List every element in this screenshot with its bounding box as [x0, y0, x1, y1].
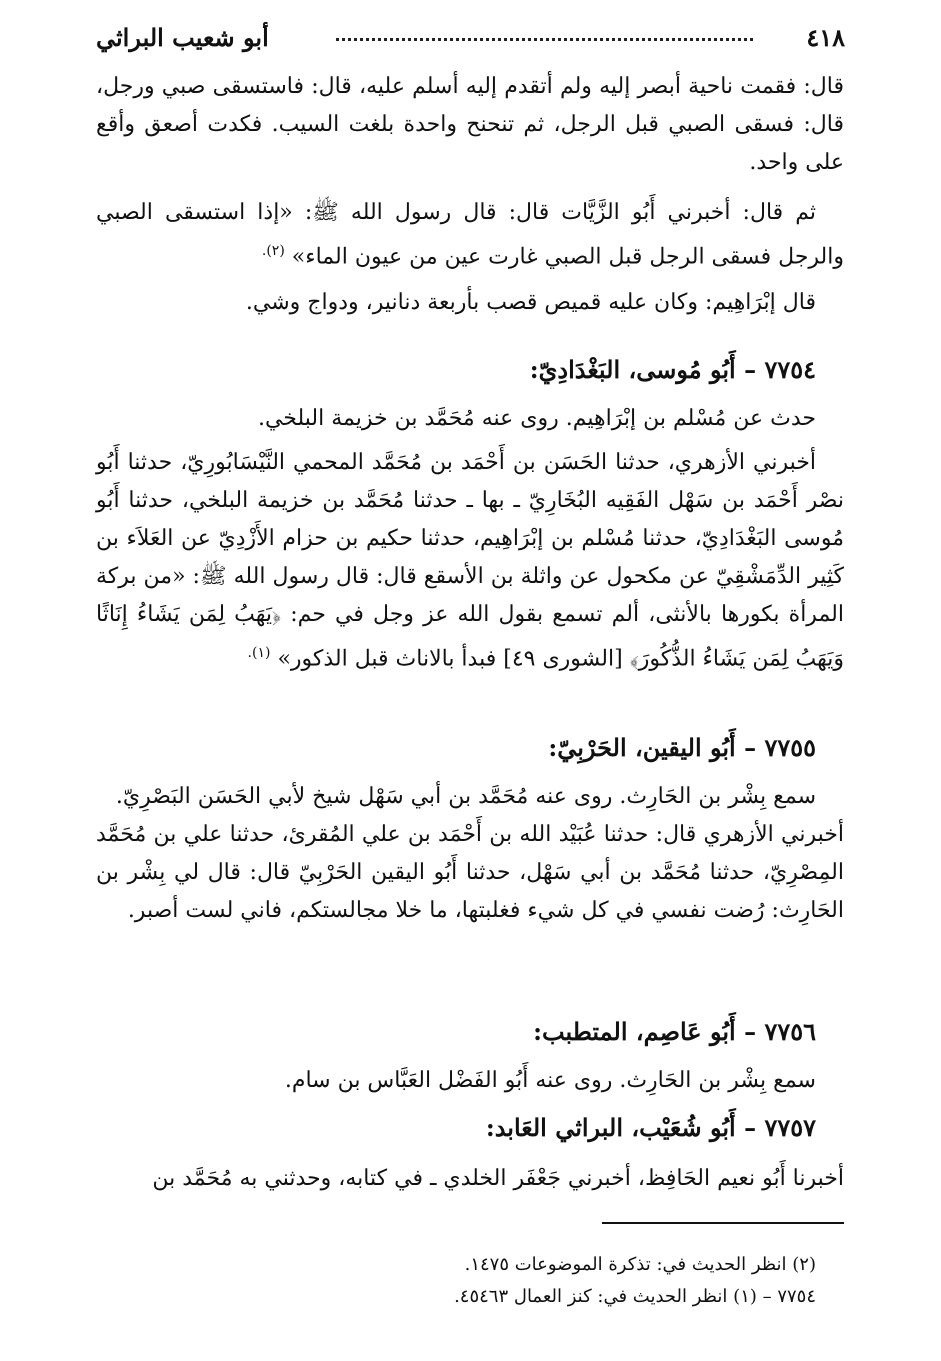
- entry-text: أخبرنا أَبُو نعيم الحَافِظ، أخبرني جَعْفَر الخلدي ـ في كتابه، وحدثني به مُحَمَّد بن: [152, 1166, 844, 1191]
- running-title: أبو شعيب البراثي: [96, 23, 269, 52]
- footnote: ٧٧٥٤ – (١) انظر الحديث في: كنز العمال ٤٥٤٦٣.: [454, 1286, 816, 1307]
- page-number: ٤١٨: [806, 23, 845, 52]
- paragraph: قال إبْرَاهِيم: وكان عليه قميص قصب بأربعة دنانير، ودواج وشي.: [245, 290, 816, 316]
- entry-line: سمع بِشْر بن الحَارِث. روى عنه مُحَمَّد بن أبي سَهْل شيخ لأبي الحَسَن البَصْرِيّ.: [115, 784, 816, 809]
- entry-text: [96, 444, 844, 678]
- paragraph-with-note: [96, 194, 844, 276]
- footnote-ref: (١).: [247, 645, 271, 661]
- running-header: [96, 18, 845, 58]
- entry-7757: [96, 1108, 844, 1198]
- entry-7755: [96, 728, 844, 930]
- entry-7754: [96, 350, 844, 678]
- header-dotted-leader: [336, 38, 753, 41]
- footnote: (٢) انظر الحديث في: تذكرة الموضوعات ١٤٧٥.: [464, 1254, 816, 1275]
- entry-heading: ٧٧٥٦ – أَبُو عَاصِم، المتطبب:: [533, 1017, 816, 1046]
- entry-line: سمع بِشْر بن الحَارِث. روى عنه أَبُو الفَضْل العَبَّاس بن سام.: [284, 1068, 816, 1093]
- continuation-block: [96, 68, 844, 322]
- entry-line: حدث عن مُسْلم بن إبْرَاهِيم. روى عنه مُحَمَّد بن خزيمة البلخي.: [257, 406, 816, 431]
- entry-heading: ٧٧٥٧ – أَبُو شُعَيْب، البراثي العَابد:: [485, 1113, 816, 1142]
- paragraph: قال: فقمت ناحية أبصر إليه ولم أتقدم إليه أسلم عليه، قال: فاستسقى صبي ورجل، قال: فسقى الصبي قبل الرجل، ثم تنحنح واحدة بلغت السيب. فكدت أصعق وأقع على واحد.: [96, 74, 844, 175]
- paragraph-text: ثم قال: أخبرني أَبُو الزَّيَّات قال: قال رسول الله ﷺ: «إذا استسقى الصبي والرجل فسقى الرجل قبل الصبي غارت عين من عيون الماء»: [96, 200, 844, 270]
- footnote-ref: (٢).: [261, 243, 285, 259]
- entry-heading: ٧٧٥٥ – أَبُو اليقين، الحَرْبِيّ:: [548, 733, 816, 762]
- entry-body: أخبرني الأزهري، حدثنا الحَسَن بن أَحْمَد بن مُحَمَّد المحمي النَّيْسَابُورِيّ، حدثنا أَبُو نصْر أَحْمَد بن سَهْل الفَقِيه البُخَارِيّ ـ بها ـ حدثنا مُحَمَّد بن خزيمة البلخي، حدثنا أَبُو مُوسى البَغْدَادِيّ، حدثنا مُسْلم بن إبْرَاهِيم، حدثنا حكيم بن حزام الأَزْدِيّ عن العَلاَء بن كَثِير الدِّمَشْقِيّ عن مكحول عن واثلة بن الأسقع قال: قال رسول الله ﷺ: «من بركة المرأة بكورها بالأنثى، ألم تسمع بقول الله عز وجل في حم: ﴿يَهَبُ لِمَن يَشَاءُ إِنَاثًا وَيَهَبُ لِمَن يَشَاءُ الذُّكُورَ﴾ [الشورى ٤٩] فبدأ بالاناث قبل الذكور»: [96, 450, 844, 672]
- footnote-separator: [602, 1222, 844, 1224]
- entry-heading: ٧٧٥٤ – أَبُو مُوسى، البَغْدَادِيّ:: [529, 355, 816, 384]
- entry-text: أخبرني الأزهري قال: حدثنا عُبَيْد الله بن أَحْمَد بن علي المُقرئ، حدثنا علي بن مُحَمَّد المِصْرِيّ، حدثنا مُحَمَّد بن أبي سَهْل، حدثنا أَبُو اليقين الحَرْبِيّ قال: قال لي بِشْر بن الحَارِث: رُضت نفسي في كل شيء فغلبتها، ما خلا مجالستكم، فاني لست أصبر.: [96, 822, 844, 923]
- entry-7756: [96, 1012, 844, 1100]
